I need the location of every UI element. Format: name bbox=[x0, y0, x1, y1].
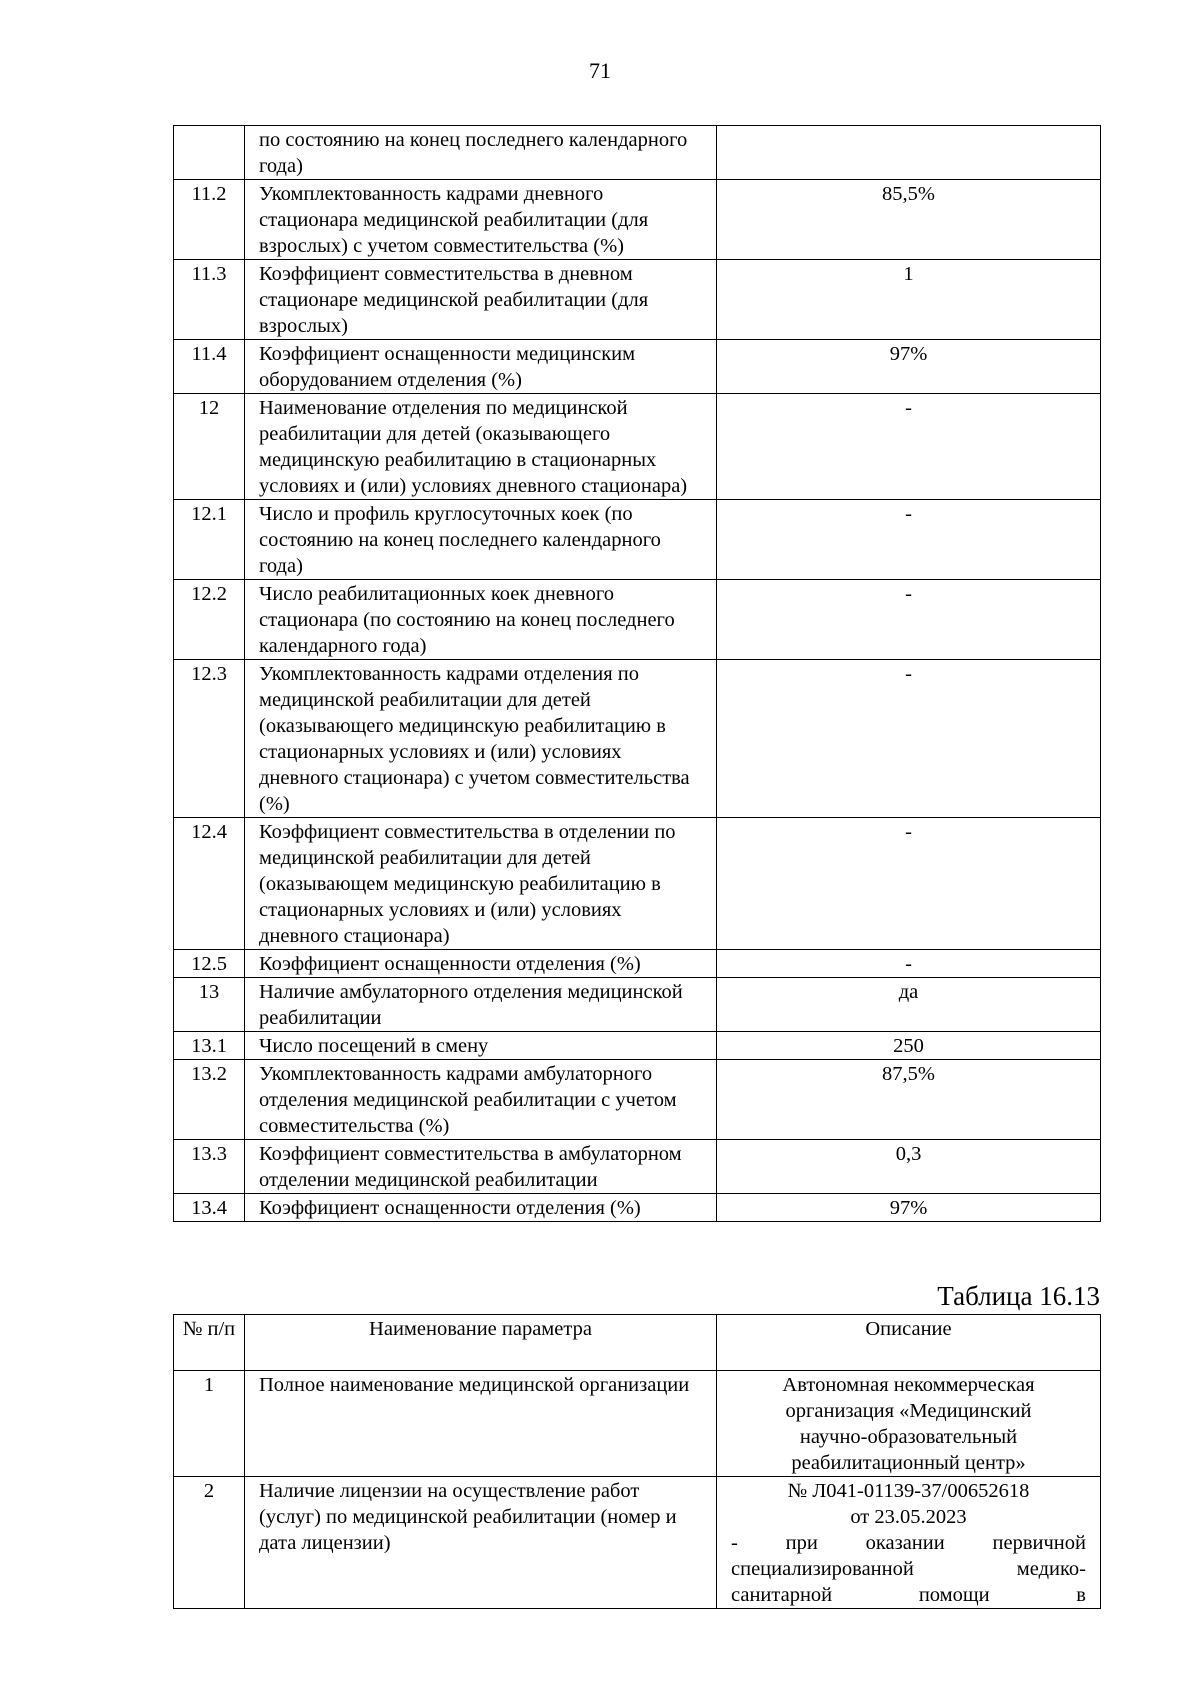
license-number: № Л041-01139-37/00652618 bbox=[787, 1480, 1030, 1502]
row-number: 1 bbox=[174, 1371, 245, 1477]
table-row bbox=[174, 1060, 1101, 1140]
row-value: 87,5% bbox=[717, 1060, 1101, 1140]
row-value: - bbox=[717, 580, 1101, 660]
table-row bbox=[174, 500, 1101, 580]
row-parameter: Число посещений в смену bbox=[245, 1032, 717, 1060]
row-parameter: по состоянию на конец последнего календарного года) bbox=[245, 126, 717, 180]
row-number: 12.1 bbox=[174, 500, 245, 580]
row-number: 13.3 bbox=[174, 1140, 245, 1194]
row-parameter: Коэффициент совместительства в амбулаторном отделении медицинской реабилитации bbox=[245, 1140, 717, 1194]
row-value: 97% bbox=[717, 1194, 1101, 1222]
row-parameter: Коэффициент совместительства в дневном стационаре медицинской реабилитации (для взрослых) bbox=[245, 260, 717, 340]
row-number: 13.4 bbox=[174, 1194, 245, 1222]
row-number: 11.3 bbox=[174, 260, 245, 340]
row-value: 1 bbox=[717, 260, 1101, 340]
row-parameter: Число реабилитационных коек дневного стационара (по состоянию на конец последнего календарного года) bbox=[245, 580, 717, 660]
table-row bbox=[174, 1371, 1101, 1477]
row-number: 13 bbox=[174, 978, 245, 1032]
row-parameter: Коэффициент совместительства в отделении по медицинской реабилитации для детей (оказывающем медицинскую реабилитацию в стационарных условиях и (или) условиях дневного стационара) bbox=[245, 818, 717, 950]
row-parameter: Укомплектованность кадрами дневного стационара медицинской реабилитации (для взрослых) с учетом совместительства (%) bbox=[245, 180, 717, 260]
table-row bbox=[174, 580, 1101, 660]
row-parameter: Наличие амбулаторного отделения медицинской реабилитации bbox=[245, 978, 717, 1032]
row-parameter: Укомплектованность кадрами амбулаторного отделения медицинской реабилитации с учетом совместительства (%) bbox=[245, 1060, 717, 1140]
license-scope-line: санитарной помощи в bbox=[731, 1584, 1086, 1606]
row-parameter: Наименование отделения по медицинской реабилитации для детей (оказывающего медицинскую реабилитацию в стационарных условиях и (или) условиях дневного стационара) bbox=[245, 394, 717, 500]
row-value bbox=[717, 1477, 1101, 1609]
table-row bbox=[174, 950, 1101, 978]
row-number: 11.4 bbox=[174, 340, 245, 394]
row-parameter: Коэффициент оснащенности медицинским оборудованием отделения (%) bbox=[245, 340, 717, 394]
table-row bbox=[174, 260, 1101, 340]
row-value: - bbox=[717, 660, 1101, 818]
table-row bbox=[174, 818, 1101, 950]
license-scope-line: специализированной медико- bbox=[731, 1558, 1086, 1580]
row-value: - bbox=[717, 818, 1101, 950]
table-row bbox=[174, 1032, 1101, 1060]
row-value: - bbox=[717, 394, 1101, 500]
table-header-row bbox=[174, 1315, 1101, 1371]
row-value: 0,3 bbox=[717, 1140, 1101, 1194]
data-table-continued bbox=[173, 125, 1101, 1222]
row-value: 85,5% bbox=[717, 180, 1101, 260]
row-number: 12.2 bbox=[174, 580, 245, 660]
row-number: 11.2 bbox=[174, 180, 245, 260]
table-row bbox=[174, 660, 1101, 818]
header-number: № п/п bbox=[174, 1315, 245, 1371]
header-parameter: Наименование параметра bbox=[245, 1315, 717, 1371]
table-row bbox=[174, 978, 1101, 1032]
table-row bbox=[174, 1194, 1101, 1222]
table-row bbox=[174, 340, 1101, 394]
data-table-16-13 bbox=[173, 1314, 1101, 1609]
row-value: 250 bbox=[717, 1032, 1101, 1060]
row-value: - bbox=[717, 950, 1101, 978]
row-number: 12 bbox=[174, 394, 245, 500]
row-parameter: Укомплектованность кадрами отделения по медицинской реабилитации для детей (оказывающего медицинскую реабилитацию в стационарных условиях и (или) условиях дневного стационара) с учетом совместительства (%) bbox=[245, 660, 717, 818]
row-value: - bbox=[717, 500, 1101, 580]
row-parameter: Коэффициент оснащенности отделения (%) bbox=[245, 1194, 717, 1222]
table-row bbox=[174, 180, 1101, 260]
row-value: 97% bbox=[717, 340, 1101, 394]
row-value: да bbox=[717, 978, 1101, 1032]
row-number bbox=[174, 126, 245, 180]
table-row bbox=[174, 1140, 1101, 1194]
table-row bbox=[174, 394, 1101, 500]
row-parameter: Коэффициент оснащенности отделения (%) bbox=[245, 950, 717, 978]
table-caption: Таблица 16.13 bbox=[937, 1281, 1100, 1311]
table-row bbox=[174, 1477, 1101, 1609]
row-number: 2 bbox=[174, 1477, 245, 1609]
table-row bbox=[174, 126, 1101, 180]
header-description: Описание bbox=[717, 1315, 1101, 1371]
row-number: 13.1 bbox=[174, 1032, 245, 1060]
row-number: 12.4 bbox=[174, 818, 245, 950]
row-number: 13.2 bbox=[174, 1060, 245, 1140]
license-scope-line: - при оказании первичной bbox=[731, 1532, 1086, 1554]
license-date: от 23.05.2023 bbox=[850, 1506, 967, 1528]
page-number: 71 bbox=[589, 58, 611, 83]
row-parameter: Наличие лицензии на осуществление работ (услуг) по медицинской реабилитации (номер и дата лицензии) bbox=[245, 1477, 717, 1609]
row-parameter: Число и профиль круглосуточных коек (по состоянию на конец последнего календарного года) bbox=[245, 500, 717, 580]
row-number: 12.5 bbox=[174, 950, 245, 978]
row-value: Автономная некоммерческая организация «Медицинский научно-образовательный реабилитационный центр» bbox=[717, 1371, 1101, 1477]
row-number: 12.3 bbox=[174, 660, 245, 818]
row-value bbox=[717, 126, 1101, 180]
row-parameter: Полное наименование медицинской организации bbox=[245, 1371, 717, 1477]
